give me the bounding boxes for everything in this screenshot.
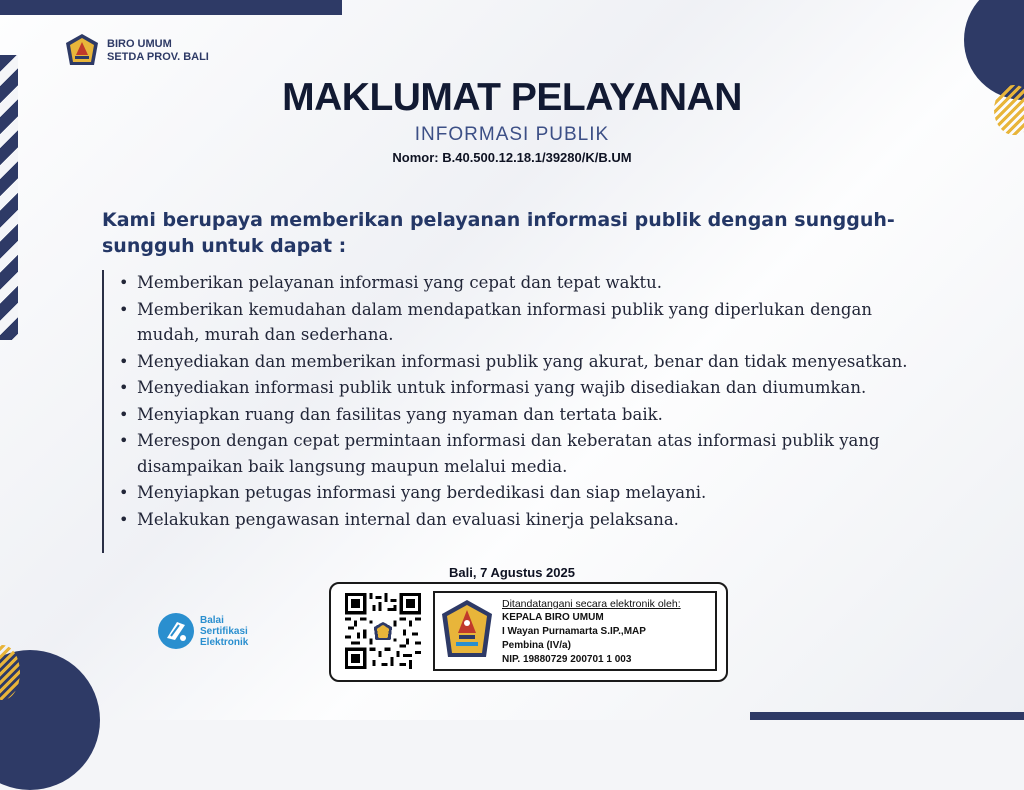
page-title: MAKLUMAT PELAYANAN	[282, 76, 742, 119]
list-item: • Menyediakan informasi publik untuk informasi yang wajib disediakan dan diumumkan.	[137, 375, 934, 401]
list-item: • Merespon dengan cepat permintaan informasi dan keberatan atas informasi publik yang disampaikan baik langsung maupun melalui media.	[137, 428, 934, 479]
list-item: • Menyiapkan ruang dan fasilitas yang nyaman dan tertata baik.	[137, 402, 934, 428]
bse-line1: Balai	[200, 614, 224, 626]
bali-province-emblem-icon	[441, 599, 493, 661]
qr-code-icon[interactable]	[345, 593, 421, 669]
header-logo	[64, 33, 209, 69]
signer-position: KEPALA BIRO UMUM	[502, 612, 604, 623]
commitment-list	[102, 270, 934, 553]
list-item: • Menyiapkan petugas informasi yang berdedikasi dan siap melayani.	[137, 480, 934, 506]
signing-date: Bali, 7 Agustus 2025	[449, 565, 575, 580]
top-decor-bar	[0, 0, 342, 15]
e-signature-box	[329, 582, 728, 682]
bali-emblem-icon	[64, 33, 100, 69]
bottom-decor-bar	[750, 712, 1024, 720]
list-item: • Menyediakan dan memberikan informasi publik yang akurat, benar dan tidak menyesatkan.	[137, 349, 934, 375]
intro-text: Kami berupaya memberikan pelayanan informasi publik dengan sungguh-sungguh untuk dapat :	[102, 209, 895, 257]
list-item: • Melakukan pengawasan internal dan evaluasi kinerja pelaksana.	[137, 507, 934, 533]
signature-detail-panel	[433, 591, 717, 671]
bse-logo	[157, 612, 248, 650]
signer-nip: NIP. 19880729 200701 1 003	[502, 654, 632, 665]
logo-line2: SETDA PROV. BALI	[107, 51, 209, 63]
signer-name: I Wayan Purnamarta S.IP.,MAP	[502, 626, 646, 637]
signed-by-label: Ditandatangani secara elektronik oleh:	[502, 598, 681, 610]
list-item: • Memberikan pelayanan informasi yang cepat dan tepat waktu.	[137, 270, 934, 296]
bse-line3: Elektronik	[200, 636, 249, 648]
page-subtitle: INFORMASI PUBLIK	[414, 124, 610, 145]
bse-certificate-icon	[157, 612, 195, 650]
document-number: Nomor: B.40.500.12.18.1/39280/K/B.UM	[392, 150, 632, 165]
logo-line1: BIRO UMUM	[107, 38, 172, 50]
signer-rank: Pembina (IV/a)	[502, 640, 571, 651]
bse-line2: Sertifikasi	[200, 625, 248, 637]
list-item: • Memberikan kemudahan dalam mendapatkan informasi publik yang diperlukan dengan mudah, murah dan sederhana.	[137, 297, 934, 348]
